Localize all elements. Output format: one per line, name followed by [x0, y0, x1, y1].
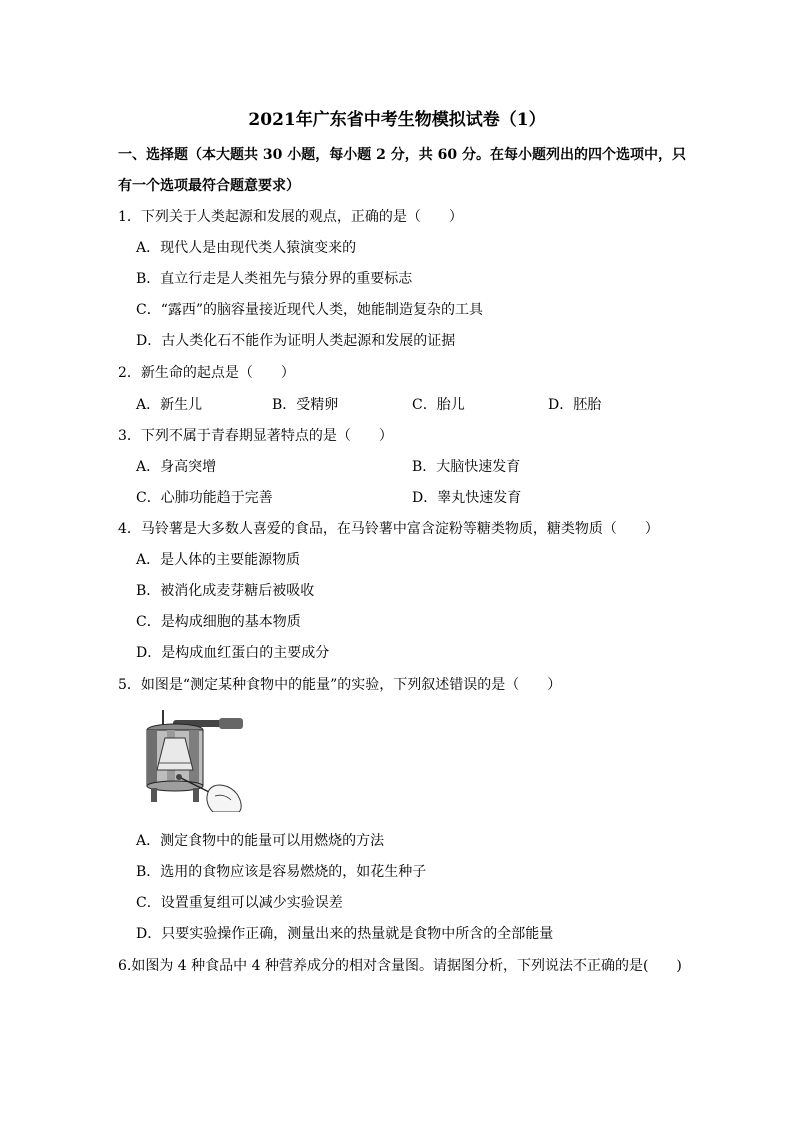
question-4-option-a: A．是人体的主要能源物质 — [136, 552, 301, 568]
question-1-option-a: A．现代人是由现代类人猿演变来的 — [136, 240, 357, 256]
section-heading-line1: 一、选择题（本大题共 30 小题，每小题 2 分，共 60 分。在每小题列出的四个选项中，只 — [118, 147, 686, 163]
question-4-stem: 4．马铃薯是大多数人喜爱的食品，在马铃薯中富含淀粉等糖类物质，糖类物质（ ） — [118, 521, 659, 537]
question-5-option-d: D．只要实验操作正确，测量出来的热量就是食物中所含的全部能量 — [136, 926, 554, 942]
question-1-option-d: D．古人类化石不能作为证明人类起源和发展的证据 — [136, 333, 456, 349]
question-3-stem: 3．下列不属于青春期显著特点的是（ ） — [118, 428, 393, 444]
question-2-option-a: A．新生儿 — [136, 397, 203, 413]
question-1-option-c: C．“露西”的脑容量接近现代人类，她能制造复杂的工具 — [136, 302, 484, 318]
question-2-option-d: D．胚胎 — [548, 397, 602, 413]
question-5-option-c: C．设置重复组可以减少实验误差 — [136, 895, 343, 911]
page-title: 2021年广东省中考生物模拟试卷（1） — [248, 110, 546, 130]
question-2-option-c: C．胎儿 — [412, 397, 465, 413]
question-2-option-b: B．受精卵 — [272, 397, 339, 413]
question-5-option-b: B．选用的食物应该是容易燃烧的，如花生种子 — [136, 864, 427, 880]
question-1-stem: 1．下列关于人类起源和发展的观点，正确的是（ ） — [118, 209, 463, 225]
question-6-stem: 6.如图为 4 种食品中 4 种营养成分的相对含量图。请据图分析，下列说法不正确的是( ) — [118, 958, 682, 974]
question-3-option-b: B．大脑快速发育 — [412, 459, 521, 475]
question-4-option-c: C．是构成细胞的基本物质 — [136, 614, 301, 630]
question-5-option-a: A．测定食物中的能量可以用燃烧的方法 — [136, 833, 385, 849]
question-5-stem: 5．如图是“测定某种食物中的能量”的实验，下列叙述错误的是（ ） — [118, 677, 562, 693]
question-3-option-a: A．身高突增 — [136, 459, 217, 475]
question-1-option-b: B．直立行走是人类祖先与猿分界的重要标志 — [136, 271, 413, 287]
question-2-stem: 2．新生命的起点是（ ） — [118, 365, 295, 381]
question-4-option-b: B．被消化成麦芽糖后被吸收 — [136, 583, 315, 599]
question-3-option-d: D．睾丸快速发育 — [412, 490, 522, 506]
section-heading-line2: 有一个选项最符合题意要求） — [118, 178, 300, 194]
question-3-option-c: C．心肺功能趋于完善 — [136, 490, 273, 506]
food-energy-apparatus-figure — [143, 708, 248, 812]
question-4-option-d: D．是构成血红蛋白的主要成分 — [136, 645, 330, 661]
